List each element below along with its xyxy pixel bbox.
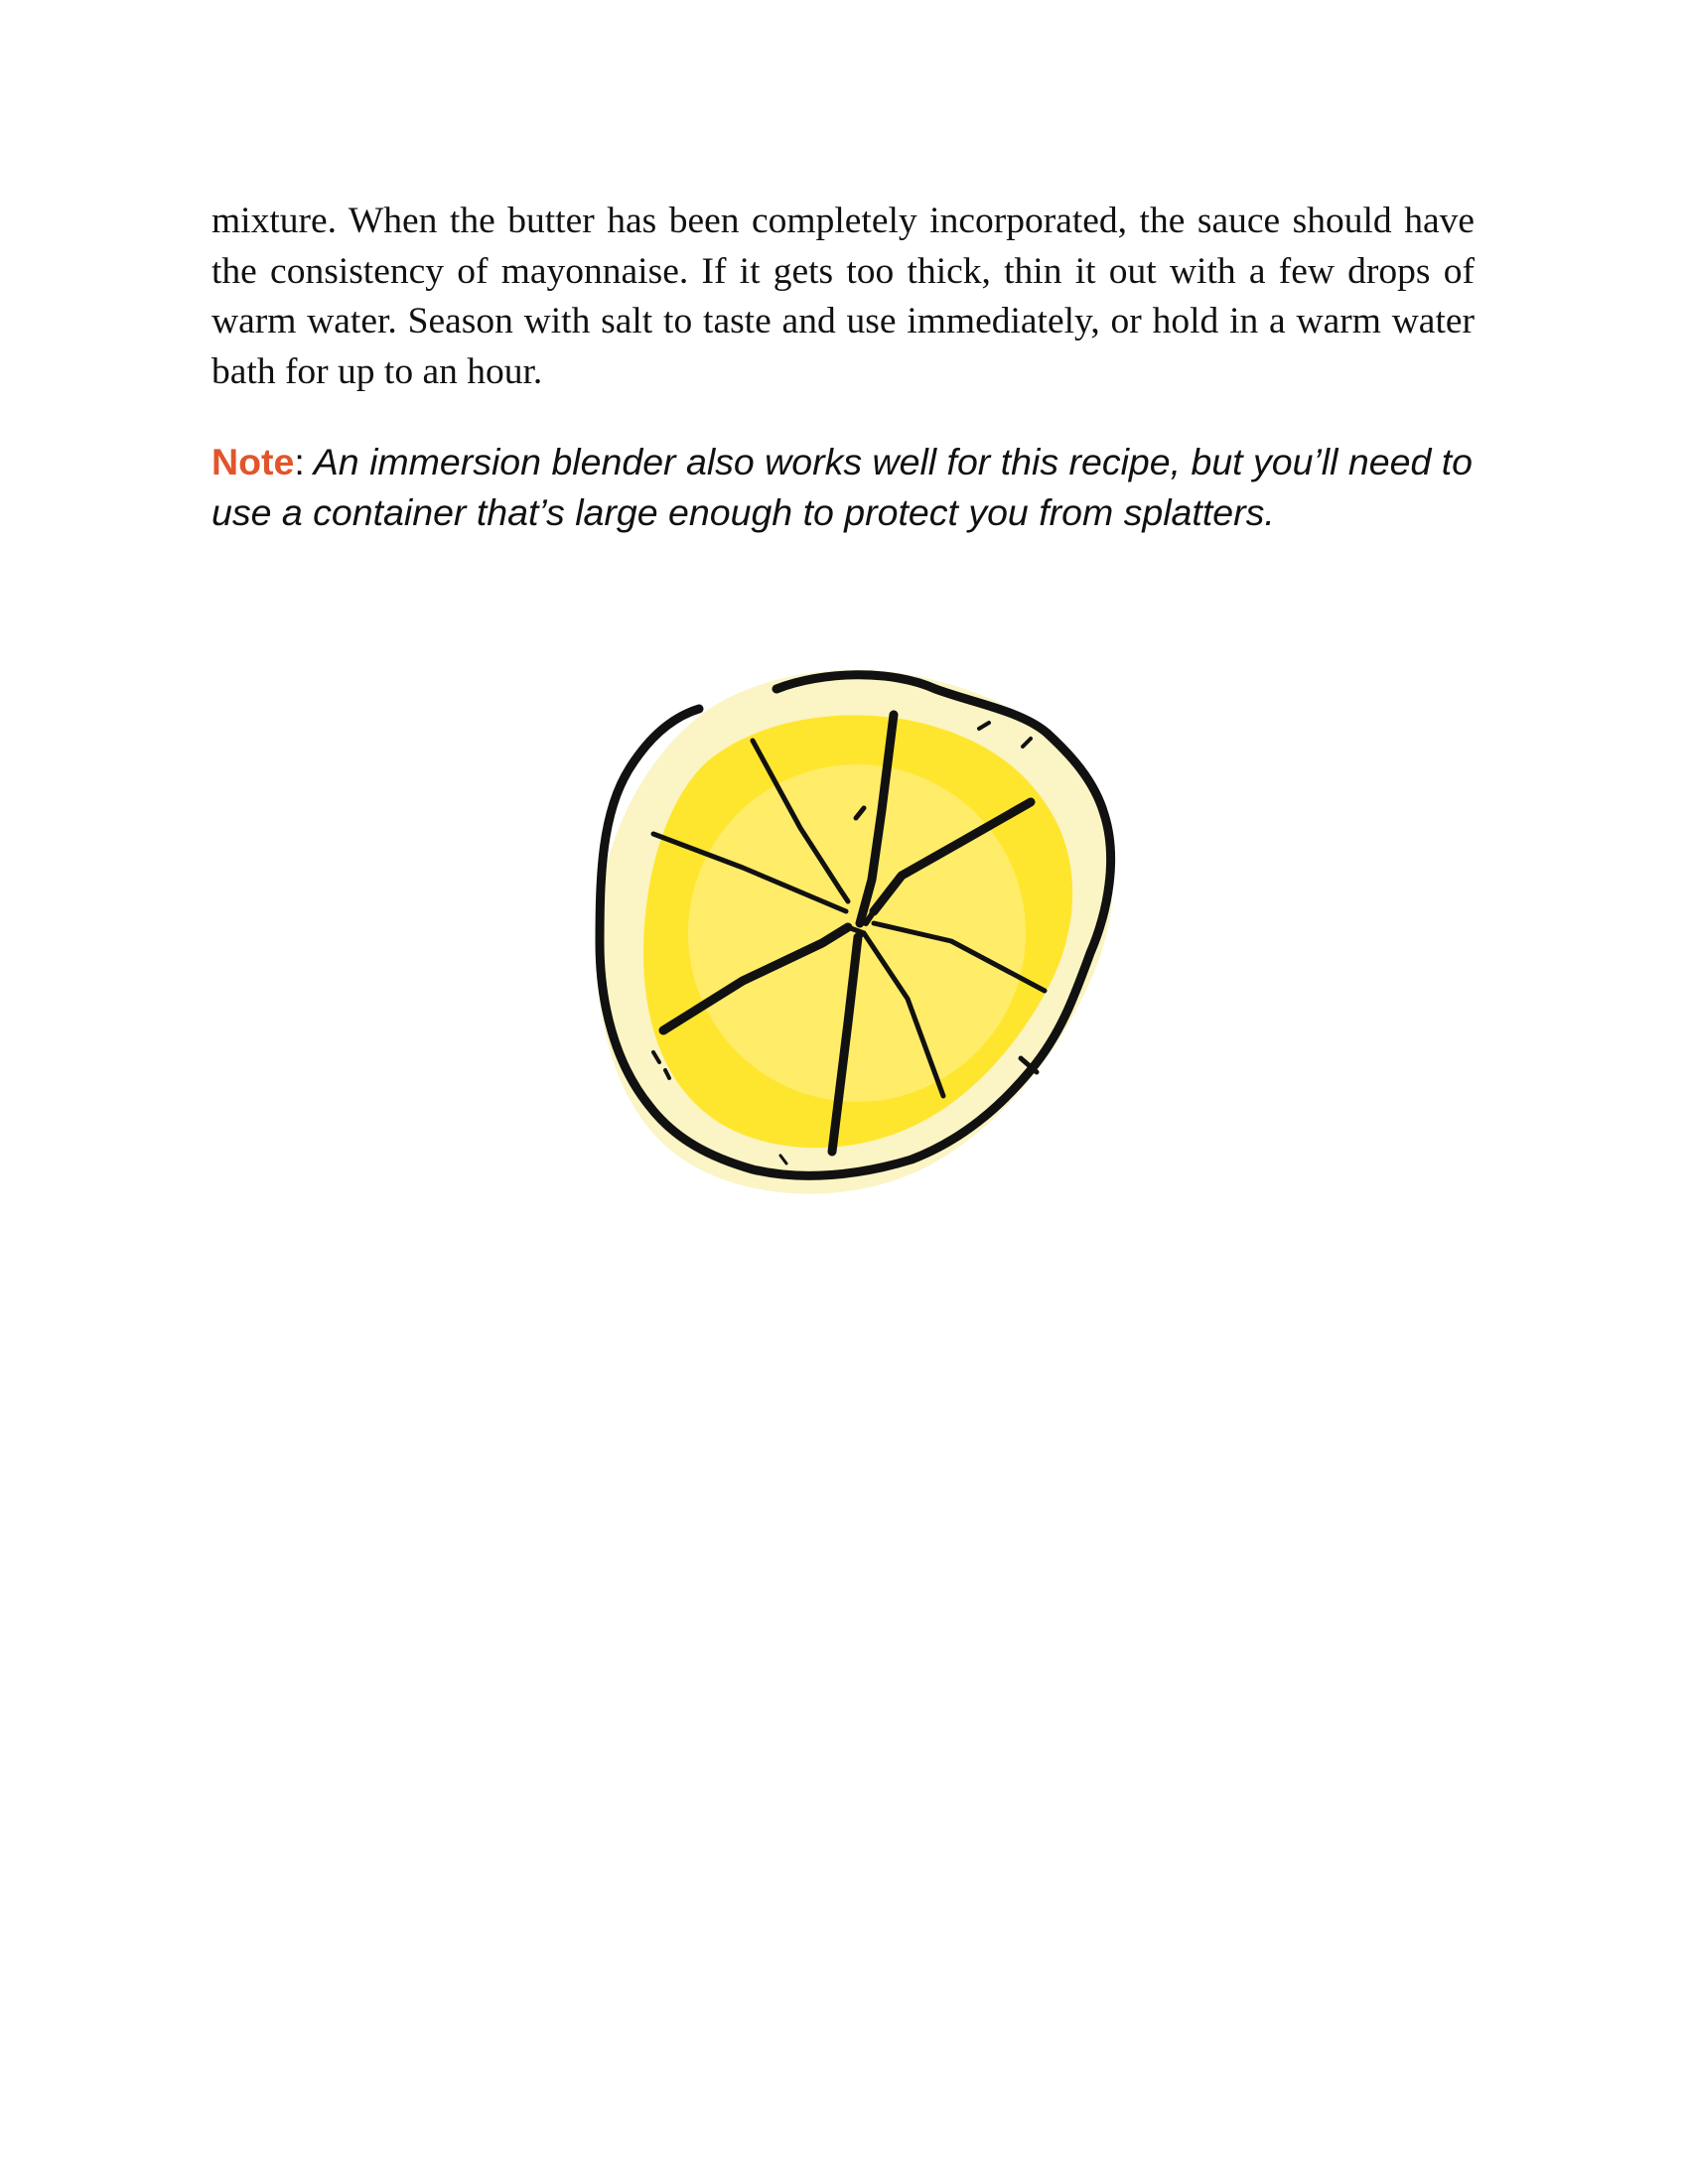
note-text: An immersion blender also works well for this recipe, but you’ll need to use a container that’s large enough to protect you from splatters. — [211, 441, 1473, 533]
note-paragraph — [211, 437, 1492, 537]
note-separator: : — [294, 441, 305, 482]
note-label: Note — [211, 441, 295, 482]
recipe-paragraph: mixture. When the butter has been completely incorporated, the sauce should have the consistency of mayonnaise. If it gets too thick, thin it out with a few drops of warm water. Season with salt to taste and use immediately, or hold in a warm water bath for up to an hour. — [211, 201, 1475, 392]
lemon-slice-icon — [594, 663, 1118, 1199]
